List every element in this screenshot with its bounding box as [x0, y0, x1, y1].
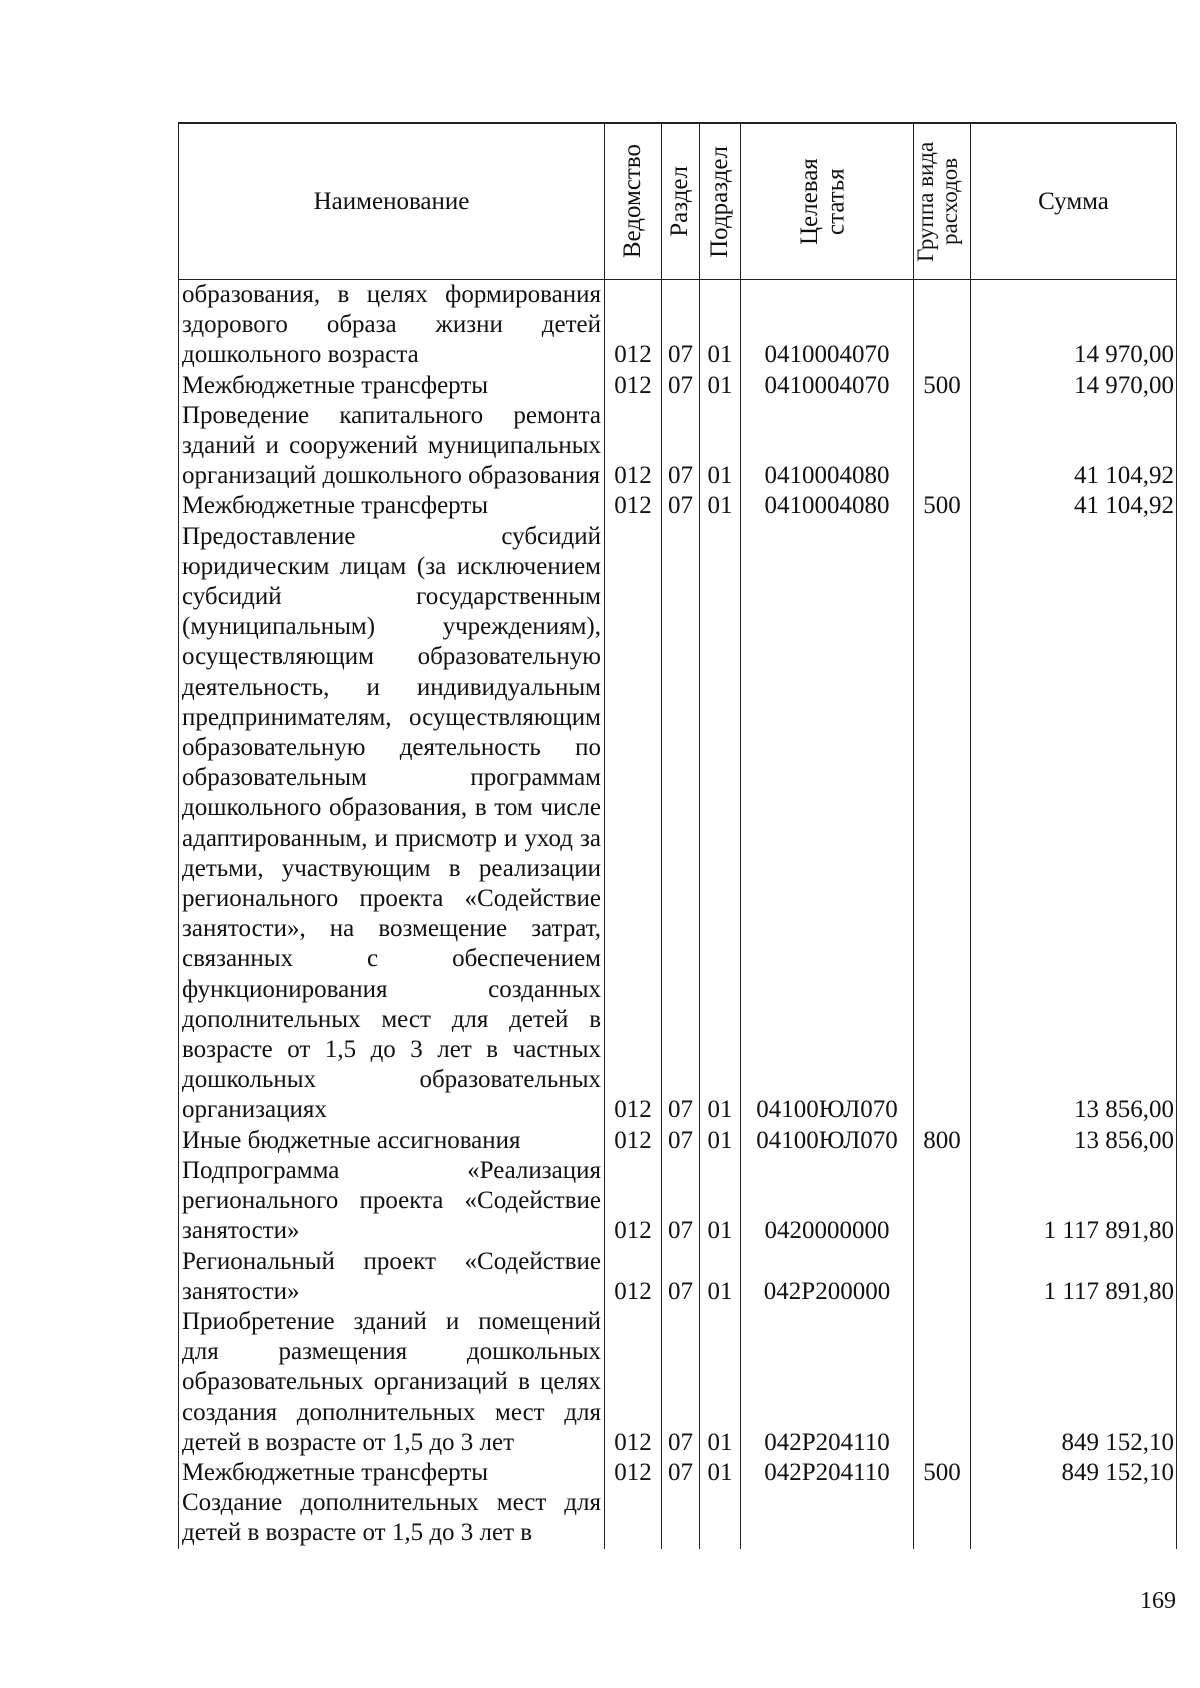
cell-summa: 1 117 891,80 [971, 1156, 1177, 1247]
table-row [179, 1126, 1177, 1156]
table-row [179, 1458, 1177, 1488]
cell-celevaya-statya: 0410004070 [741, 371, 914, 401]
cell-podrazdel [700, 1488, 741, 1548]
table-row [179, 1156, 1177, 1247]
cell-name: Региональный проект «Содействие занятости» [179, 1247, 605, 1307]
cell-razdel: 07 [662, 1247, 700, 1307]
cell-razdel: 07 [662, 491, 700, 521]
cell-gruppa-vida-rashodov: 500 [914, 1458, 971, 1488]
cell-podrazdel: 01 [700, 1126, 741, 1156]
cell-razdel: 07 [662, 280, 700, 371]
cell-name: Проведение капитального ремонта зданий и сооружений муниципальных организаций дошкольного образования [179, 401, 605, 492]
table-row [179, 1247, 1177, 1307]
cell-podrazdel: 01 [700, 371, 741, 401]
cell-vedomstvo: 012 [605, 1247, 662, 1307]
header-podrazdel: Подраздел [700, 124, 741, 280]
table-row [179, 491, 1177, 521]
cell-celevaya-statya: 04100ЮЛ070 [741, 1126, 914, 1156]
cell-razdel: 07 [662, 1458, 700, 1488]
cell-podrazdel: 01 [700, 1307, 741, 1458]
cell-summa: 14 970,00 [971, 371, 1177, 401]
cell-razdel: 07 [662, 1307, 700, 1458]
table-row [179, 1488, 1177, 1548]
table-row [179, 401, 1177, 492]
cell-vedomstvo: 012 [605, 1458, 662, 1488]
cell-gruppa-vida-rashodov: 500 [914, 491, 971, 521]
cell-name: Межбюджетные трансферты [179, 371, 605, 401]
cell-celevaya-statya: 0420000000 [741, 1156, 914, 1247]
cell-podrazdel: 01 [700, 401, 741, 492]
cell-razdel: 07 [662, 371, 700, 401]
cell-summa: 13 856,00 [971, 1126, 1177, 1156]
cell-vedomstvo [605, 1488, 662, 1548]
cell-name: Приобретение зданий и помещений для размещения дошкольных образовательных организаций в целях создания дополнительных мест для детей в возрасте от 1,5 до 3 лет [179, 1307, 605, 1458]
cell-podrazdel: 01 [700, 1458, 741, 1488]
cell-podrazdel: 01 [700, 1156, 741, 1247]
cell-summa: 849 152,10 [971, 1307, 1177, 1458]
cell-summa [971, 1488, 1177, 1548]
cell-razdel: 07 [662, 1126, 700, 1156]
table-body [179, 280, 1177, 1549]
cell-celevaya-statya: 0410004080 [741, 491, 914, 521]
cell-celevaya-statya: 0410004070 [741, 280, 914, 371]
cell-vedomstvo: 012 [605, 401, 662, 492]
cell-podrazdel: 01 [700, 522, 741, 1126]
cell-summa: 13 856,00 [971, 522, 1177, 1126]
cell-name: образования, в целях формирования здорового образа жизни детей дошкольного возраста [179, 280, 605, 371]
cell-summa: 41 104,92 [971, 401, 1177, 492]
cell-podrazdel: 01 [700, 280, 741, 371]
cell-celevaya-statya: 042P204110 [741, 1458, 914, 1488]
cell-podrazdel: 01 [700, 491, 741, 521]
header-summa: Сумма [971, 124, 1177, 280]
cell-vedomstvo: 012 [605, 371, 662, 401]
table-header-row [179, 124, 1177, 280]
page-number: 169 [1140, 1588, 1176, 1614]
cell-celevaya-statya [741, 1488, 914, 1548]
cell-razdel: 07 [662, 1156, 700, 1247]
cell-vedomstvo: 012 [605, 491, 662, 521]
cell-vedomstvo: 012 [605, 522, 662, 1126]
cell-gruppa-vida-rashodov [914, 401, 971, 492]
cell-podrazdel: 01 [700, 1247, 741, 1307]
cell-gruppa-vida-rashodov [914, 280, 971, 371]
header-gruppa-vida-rashodov: Группа вида расходов [914, 124, 971, 280]
cell-gruppa-vida-rashodov: 500 [914, 371, 971, 401]
cell-gruppa-vida-rashodov [914, 1307, 971, 1458]
cell-celevaya-statya: 042P204110 [741, 1307, 914, 1458]
header-name: Наименование [179, 124, 605, 280]
table-row [179, 280, 1177, 371]
cell-name: Межбюджетные трансферты [179, 491, 605, 521]
budget-table [178, 124, 1177, 1549]
table-row [179, 1307, 1177, 1458]
budget-table-sheet [178, 122, 1176, 1580]
cell-gruppa-vida-rashodov [914, 1488, 971, 1548]
cell-celevaya-statya: 042P200000 [741, 1247, 914, 1307]
cell-gruppa-vida-rashodov [914, 522, 971, 1126]
cell-name: Подпрограмма «Реализация регионального проекта «Содействие занятости» [179, 1156, 605, 1247]
cell-vedomstvo: 012 [605, 1126, 662, 1156]
header-razdel: Раздел [662, 124, 700, 280]
cell-vedomstvo: 012 [605, 1307, 662, 1458]
cell-name: Межбюджетные трансферты [179, 1458, 605, 1488]
cell-razdel: 07 [662, 401, 700, 492]
cell-razdel [662, 1488, 700, 1548]
cell-summa: 1 117 891,80 [971, 1247, 1177, 1307]
cell-gruppa-vida-rashodov [914, 1247, 971, 1307]
cell-celevaya-statya: 0410004080 [741, 401, 914, 492]
cell-celevaya-statya: 04100ЮЛ070 [741, 522, 914, 1126]
cell-gruppa-vida-rashodov [914, 1156, 971, 1247]
table-row [179, 371, 1177, 401]
cell-name: Предоставление субсидий юридическим лицам (за исключением субсидий государственным (муниципальным) учреждениям), осуществляющим образовательную деятельность, и индивидуальным предпринимателям, осуществляющим образовательную деятельность по образовательным программам дошкольного образования, в том числе адаптированным, и присмотр и уход за детьми, участвующим в реализации регионального проекта «Содействие занятости», на возмещение затрат, связанных с обеспечением функционирования созданных дополнительных мест для детей в возрасте от 1,5 до 3 лет в частных дошкольных образовательных организациях [179, 522, 605, 1126]
cell-name: Создание дополнительных мест для детей в возрасте от 1,5 до 3 лет в [179, 1488, 605, 1548]
header-celevaya-statya: Целевая статья [741, 124, 914, 280]
cell-summa: 41 104,92 [971, 491, 1177, 521]
table-row [179, 522, 1177, 1126]
cell-razdel: 07 [662, 522, 700, 1126]
cell-vedomstvo: 012 [605, 1156, 662, 1247]
cell-gruppa-vida-rashodov: 800 [914, 1126, 971, 1156]
header-vedomstvo: Ведомство [605, 124, 662, 280]
cell-name: Иные бюджетные ассигнования [179, 1126, 605, 1156]
cell-summa: 14 970,00 [971, 280, 1177, 371]
cell-vedomstvo: 012 [605, 280, 662, 371]
cell-summa: 849 152,10 [971, 1458, 1177, 1488]
